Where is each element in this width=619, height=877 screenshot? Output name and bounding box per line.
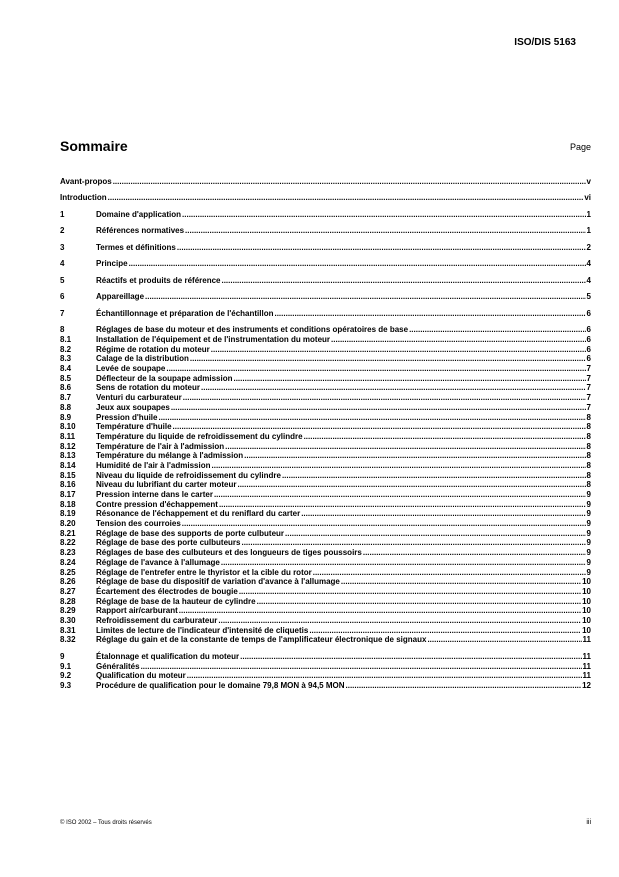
toc-entry[interactable]: [60, 480, 591, 490]
toc-entry-page: 9: [586, 499, 591, 509]
toc-entry-page: 10: [582, 586, 591, 596]
toc-dot-leader: [219, 500, 586, 510]
toc-entry-page: 1: [586, 209, 591, 219]
toc-entry-page: 9: [586, 490, 591, 500]
table-of-contents: [60, 177, 591, 691]
toc-dot-leader: [225, 442, 585, 452]
toc-entry-page: 11: [582, 671, 591, 681]
toc-dot-leader: [182, 519, 586, 529]
toc-title-row: [60, 138, 591, 156]
toc-dot-leader: [187, 671, 582, 681]
toc-entry-page: 11: [582, 651, 591, 661]
toc-entry-page: 6: [586, 344, 591, 354]
toc-entry-page: 10: [582, 615, 591, 625]
toc-entry-number: 8.10: [60, 422, 76, 432]
toc-entry-page: 5: [586, 292, 591, 302]
toc-entry-page: 11: [582, 661, 591, 671]
toc-entry-label: Sens de rotation du moteur: [96, 383, 201, 393]
toc-entry[interactable]: [60, 490, 591, 500]
toc-entry-label: Échantillonnage et préparation de l'échantillon: [96, 308, 274, 318]
toc-dot-leader: [141, 662, 582, 672]
toc-entry-page: 9: [586, 509, 591, 519]
toc-entry-page: v: [586, 177, 591, 186]
toc-entry-number: 8.5: [60, 373, 72, 383]
toc-entry[interactable]: [60, 309, 591, 319]
toc-dot-leader: [241, 538, 585, 548]
toc-entry-label: Références normatives: [96, 226, 185, 236]
toc-entry[interactable]: [60, 538, 591, 548]
toc-entry-page: 6: [586, 354, 591, 364]
toc-entry-number: 8.4: [60, 364, 72, 374]
toc-entry-label: Étalonnage et qualification du moteur: [96, 651, 240, 661]
toc-entry-page: vi: [584, 193, 591, 203]
toc-entry-number: 7: [60, 308, 65, 318]
toc-entry-page: 8: [586, 480, 591, 490]
toc-entry-page: 9: [586, 548, 591, 558]
toc-entry[interactable]: [60, 345, 591, 355]
toc-entry-label: Procédure de qualification pour le domaine 79,8 MON à 94,5 MON: [96, 680, 345, 690]
toc-entry-page: 4: [586, 275, 591, 285]
toc-entry-number: 8.26: [60, 577, 76, 587]
toc-entry[interactable]: [60, 635, 591, 645]
toc-entry-number: 8.24: [60, 557, 76, 567]
toc-entry[interactable]: [60, 681, 591, 691]
toc-entry[interactable]: [60, 597, 591, 607]
toc-entry[interactable]: [60, 616, 591, 626]
toc-entry-page: 7: [586, 402, 591, 412]
toc-entry[interactable]: [60, 548, 591, 558]
toc-entry-label: Refroidissement du carburateur: [96, 615, 218, 625]
toc-dot-leader: [166, 364, 585, 374]
toc-entry-label: Réglage de base des porte culbuteurs: [96, 538, 241, 548]
toc-entry-label: Déflecteur de la soupape admission: [96, 373, 233, 383]
toc-dot-leader: [301, 509, 585, 519]
toc-entry[interactable]: [60, 626, 591, 636]
toc-entry-label: Contre pression d'échappement: [96, 499, 218, 509]
toc-entry-number: 8.31: [60, 625, 76, 635]
toc-entry-page: 10: [582, 577, 591, 587]
toc-entry-number: 8.8: [60, 402, 72, 412]
toc-entry[interactable]: [60, 529, 591, 539]
toc-entry-label: Réglage de l'avance à l'allumage: [96, 557, 220, 567]
toc-entry-page: 8: [586, 470, 591, 480]
toc-entry-page: 6: [586, 335, 591, 345]
toc-entry-label: Installation de l'équipement et de l'instrumentation du moteur: [96, 335, 331, 345]
page-title: Sommaire: [60, 138, 128, 154]
toc-dot-leader: [237, 480, 585, 490]
toc-entry[interactable]: [60, 587, 591, 597]
toc-dot-leader: [177, 243, 586, 253]
toc-entry-number: 8.9: [60, 412, 72, 422]
toc-dot-leader: [239, 587, 581, 597]
page-number: iii: [586, 819, 591, 826]
toc-entry-label: Levée de soupape: [96, 364, 166, 374]
toc-entry-label: Pression interne dans le carter: [96, 490, 213, 500]
toc-entry[interactable]: [60, 662, 591, 672]
toc-dot-leader: [309, 626, 581, 636]
toc-entry-page: 8: [586, 460, 591, 470]
toc-entry[interactable]: [60, 354, 591, 364]
toc-entry-number: 8.12: [60, 441, 76, 451]
toc-dot-leader: [179, 606, 581, 616]
toc-dot-leader: [113, 177, 586, 187]
toc-entry[interactable]: [60, 606, 591, 616]
toc-entry-page: 1: [586, 226, 591, 236]
toc-entry-label: Niveau du liquide de refroidissement du cylindre: [96, 470, 281, 480]
toc-entry[interactable]: [60, 442, 591, 452]
toc-dot-leader: [145, 292, 586, 302]
toc-dot-leader: [331, 335, 586, 345]
toc-entry-number: 8.6: [60, 383, 72, 393]
toc-entry[interactable]: [60, 519, 591, 529]
toc-entry-number: 6: [60, 292, 65, 302]
toc-entry-label: Qualification du moteur: [96, 671, 186, 681]
toc-entry[interactable]: [60, 276, 591, 286]
toc-entry-page: 9: [586, 528, 591, 538]
toc-entry-label: Réglages de base des culbuteurs et des longueurs de tiges poussoirs: [96, 548, 362, 558]
toc-entry-label: Rapport air/carburant: [96, 606, 178, 616]
toc-entry-label: Pression d'huile: [96, 412, 158, 422]
toc-dot-leader: [214, 490, 586, 500]
toc-dot-leader: [341, 577, 581, 587]
toc-entry-page: 6: [586, 325, 591, 335]
toc-dot-leader: [158, 413, 585, 423]
toc-entry-page: 8: [586, 451, 591, 461]
toc-dot-leader: [183, 393, 586, 403]
toc-entry-label: Calage de la distribution: [96, 354, 189, 364]
toc-entry-page: 10: [582, 606, 591, 616]
toc-entry-label: Tension des courroies: [96, 519, 181, 529]
toc-dot-leader: [282, 471, 586, 481]
toc-entry[interactable]: [60, 177, 591, 187]
toc-entry-number: 8.16: [60, 480, 76, 490]
toc-entry[interactable]: [60, 226, 591, 236]
toc-entry-label: Humidité de l'air à l'admission: [96, 460, 211, 470]
toc-entry[interactable]: [60, 292, 591, 302]
toc-entry-label: Appareillage: [96, 292, 145, 302]
toc-dot-leader: [285, 529, 586, 539]
toc-entry-number: 8.29: [60, 606, 76, 616]
toc-entry-number: 8.27: [60, 586, 76, 596]
toc-dot-leader: [201, 383, 586, 393]
toc-entry[interactable]: [60, 652, 591, 662]
toc-entry-label: Écartement des électrodes de bougie: [96, 586, 238, 596]
toc-entry-page: 9: [586, 567, 591, 577]
toc-entry[interactable]: [60, 193, 591, 203]
toc-dot-leader: [427, 635, 581, 645]
toc-entry-number: 8.23: [60, 548, 76, 558]
toc-entry-number: 8.19: [60, 509, 76, 519]
toc-entry-label: Température de l'air à l'admission: [96, 441, 225, 451]
toc-entry-label: Avant-propos: [60, 177, 112, 186]
toc-entry[interactable]: [60, 577, 591, 587]
toc-entry-number: 8.28: [60, 596, 76, 606]
toc-entry-page: 7: [586, 383, 591, 393]
toc-entry[interactable]: [60, 432, 591, 442]
toc-entry-number: 8.21: [60, 528, 76, 538]
toc-dot-leader: [274, 309, 585, 319]
toc-entry-label: Venturi du carburateur: [96, 393, 182, 403]
toc-entry-page: 8: [586, 441, 591, 451]
toc-dot-leader: [313, 568, 586, 578]
toc-entry[interactable]: [60, 413, 591, 423]
toc-entry-label: Réactifs et produits de référence: [96, 275, 221, 285]
toc-entry-number: 8.14: [60, 460, 76, 470]
toc-entry-page: 8: [586, 412, 591, 422]
copyright-notice: © ISO 2002 – Tous droits réservés: [60, 820, 152, 826]
toc-entry[interactable]: [60, 374, 591, 384]
toc-dot-leader: [218, 616, 581, 626]
toc-dot-leader: [257, 597, 581, 607]
toc-entry[interactable]: [60, 335, 591, 345]
toc-entry-number: 8.17: [60, 490, 76, 500]
toc-entry-page: 8: [586, 431, 591, 441]
toc-entry-label: Domaine d'application: [96, 209, 182, 219]
toc-entry-number: 8.30: [60, 615, 76, 625]
toc-entry-label: Réglage de base de la hauteur de cylindre: [96, 596, 256, 606]
toc-dot-leader: [346, 681, 582, 691]
toc-entry-page: 4: [586, 259, 591, 269]
document-id: ISO/DIS 5163: [514, 37, 576, 48]
toc-entry-page: 2: [586, 242, 591, 252]
toc-entry-number: 8.25: [60, 567, 76, 577]
toc-dot-leader: [221, 558, 586, 568]
toc-entry-number: 8.3: [60, 354, 72, 364]
toc-entry[interactable]: [60, 500, 591, 510]
toc-entry-label: Température du mélange à l'admission: [96, 451, 244, 461]
toc-entry-label: Généralités: [96, 661, 140, 671]
toc-entry-number: 5: [60, 275, 65, 285]
toc-entry-page: 8: [586, 422, 591, 432]
toc-entry-page: 9: [586, 538, 591, 548]
toc-entry-page: 10: [582, 625, 591, 635]
toc-entry-number: 9.3: [60, 680, 72, 690]
page-footer: [60, 820, 591, 830]
toc-dot-leader: [212, 461, 586, 471]
toc-entry-page: 7: [586, 393, 591, 403]
toc-entry-label: Température du liquide de refroidissement du cylindre: [96, 431, 303, 441]
toc-dot-leader: [211, 345, 586, 355]
toc-dot-leader: [363, 548, 586, 558]
toc-entry-label: Résonance de l'échappement et du reniflard du carter: [96, 509, 301, 519]
toc-entry-page: 6: [586, 308, 591, 318]
toc-entry-label: Température d'huile: [96, 422, 172, 432]
toc-entry-number: 2: [60, 226, 65, 236]
toc-entry-page: 9: [586, 557, 591, 567]
toc-entry[interactable]: [60, 243, 591, 253]
toc-entry-number: 3: [60, 242, 65, 252]
toc-entry-page: 12: [582, 680, 591, 690]
toc-entry[interactable]: [60, 422, 591, 432]
toc-entry[interactable]: [60, 364, 591, 374]
toc-dot-leader: [304, 432, 586, 442]
toc-entry-number: 8.2: [60, 344, 72, 354]
toc-dot-leader: [182, 210, 586, 220]
toc-entry-label: Réglage de l'entrefer entre le thyristor et la cible du rotor: [96, 567, 312, 577]
toc-entry[interactable]: [60, 325, 591, 335]
page-column-label: Page: [569, 142, 591, 152]
toc-entry-number: 4: [60, 259, 65, 269]
toc-entry[interactable]: [60, 509, 591, 519]
toc-entry[interactable]: [60, 568, 591, 578]
toc-entry-number: 8.20: [60, 519, 76, 529]
toc-dot-leader: [171, 403, 586, 413]
toc-entry[interactable]: [60, 393, 591, 403]
toc-entry[interactable]: [60, 558, 591, 568]
toc-entry[interactable]: [60, 671, 591, 681]
toc-entry-page: 10: [582, 596, 591, 606]
toc-entry-page: 7: [586, 364, 591, 374]
toc-entry-label: Termes et définitions: [96, 242, 176, 252]
toc-entry-label: Principe: [96, 259, 128, 269]
toc-entry-number: 8.1: [60, 335, 72, 345]
toc-dot-leader: [190, 354, 586, 364]
toc-dot-leader: [185, 226, 586, 236]
toc-entry-number: 8.7: [60, 393, 72, 403]
toc-entry-label: Réglage du gain et de la constante de temps de l'amplificateur électronique de signaux: [96, 635, 427, 645]
toc-dot-leader: [221, 276, 585, 286]
toc-entry-label: Réglage de base du dispositif de variation d'avance à l'allumage: [96, 577, 340, 587]
toc-entry-number: 8.18: [60, 499, 76, 509]
toc-entry[interactable]: [60, 461, 591, 471]
toc-entry-label: Réglage de base des supports de porte culbuteur: [96, 528, 285, 538]
toc-entry[interactable]: [60, 259, 591, 269]
toc-entry-page: 9: [586, 519, 591, 529]
toc-dot-leader: [244, 451, 585, 461]
toc-dot-leader: [129, 259, 586, 269]
toc-entry[interactable]: [60, 471, 591, 481]
toc-entry[interactable]: [60, 210, 591, 220]
toc-entry-number: 8.15: [60, 470, 76, 480]
toc-dot-leader: [108, 193, 584, 203]
toc-entry-number: 8.13: [60, 451, 76, 461]
toc-entry-label: Niveau du lubrifiant du carter moteur: [96, 480, 237, 490]
toc-entry-label: Réglages de base du moteur et des instruments et conditions opératoires de base: [96, 325, 409, 335]
toc-entry-label: Jeux aux soupapes: [96, 402, 170, 412]
toc-dot-leader: [233, 374, 585, 384]
toc-entry-label: Introduction: [60, 193, 107, 203]
toc-entry-number: 8.22: [60, 538, 76, 548]
toc-entry-label: Limites de lecture de l'indicateur d'intensité de cliquetis: [96, 625, 309, 635]
toc-entry-number: 9: [60, 651, 65, 661]
toc-dot-leader: [409, 325, 585, 335]
toc-entry[interactable]: [60, 451, 591, 461]
toc-entry[interactable]: [60, 383, 591, 393]
toc-dot-leader: [240, 652, 581, 662]
toc-entry-page: 7: [586, 373, 591, 383]
toc-entry-number: 8: [60, 325, 65, 335]
toc-entry-label: Régime de rotation du moteur: [96, 344, 210, 354]
toc-dot-leader: [173, 422, 586, 432]
toc-entry-number: 9.1: [60, 661, 72, 671]
toc-entry-number: 8.32: [60, 635, 76, 645]
toc-entry-number: 9.2: [60, 671, 72, 681]
toc-entry[interactable]: [60, 403, 591, 413]
toc-entry-number: 1: [60, 209, 65, 219]
toc-entry-number: 8.11: [60, 431, 76, 441]
toc-entry-page: 11: [582, 635, 591, 645]
